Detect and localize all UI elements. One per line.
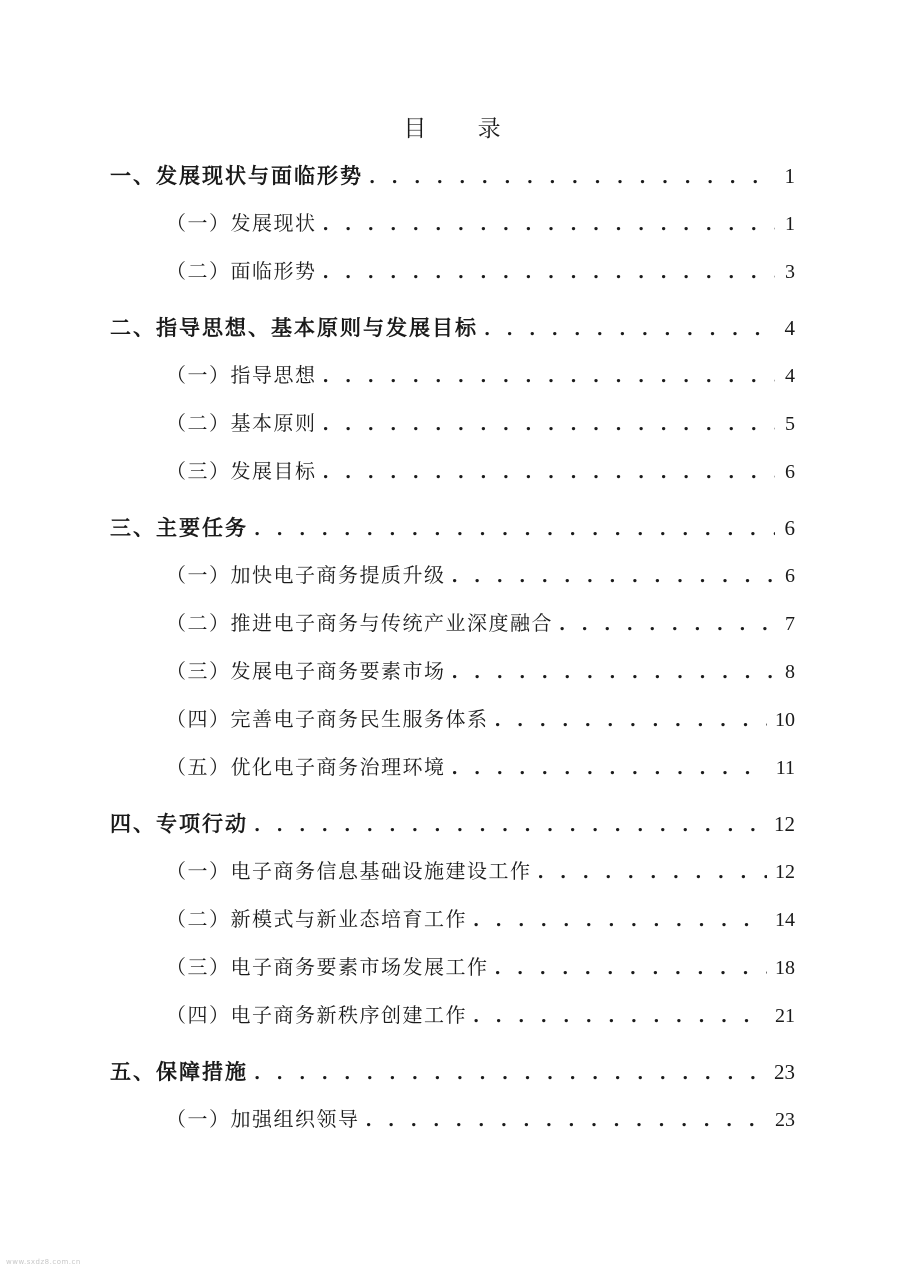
toc-entry-title: 二、指导思想、基本原则与发展目标 (110, 315, 478, 340)
toc-dot-leader (323, 414, 776, 435)
toc-dot-leader (452, 566, 776, 587)
toc-dot-leader (254, 1063, 766, 1084)
toc-chapter-entry[interactable] (110, 312, 795, 359)
toc-dot-leader (254, 519, 775, 540)
toc-section-entry[interactable] (110, 655, 795, 703)
toc-page-number: 1 (785, 213, 795, 235)
toc-page-number: 3 (785, 261, 795, 283)
toc-entry-title: （四）电子商务新秩序创建工作 (166, 1003, 467, 1027)
toc-entry-title: （一）加强组织领导 (166, 1107, 360, 1131)
toc-section-entry[interactable] (110, 703, 795, 751)
toc-entry-title: （二）新模式与新业态培育工作 (166, 907, 467, 931)
toc-entry-title: （三）发展电子商务要素市场 (166, 659, 446, 683)
toc-entry-title: （四）完善电子商务民生服务体系 (166, 707, 489, 731)
toc-page-number: 10 (775, 709, 795, 731)
toc-entry-title: （三）发展目标 (166, 459, 317, 483)
toc-dot-leader (369, 167, 775, 188)
toc-entry-title: （一）电子商务信息基础设施建设工作 (166, 859, 532, 883)
toc-entry-title: 五、保障措施 (110, 1059, 248, 1084)
toc-dot-leader (323, 462, 776, 483)
toc-page-number: 11 (775, 757, 795, 779)
toc-page-number: 5 (785, 413, 795, 435)
toc-dot-leader (254, 815, 766, 836)
toc-entry-title: 四、专项行动 (110, 811, 248, 836)
toc-page-number: 12 (775, 861, 795, 883)
toc-chapter-entry[interactable] (110, 808, 795, 855)
toc-chapter-entry[interactable] (110, 512, 795, 559)
toc-page-number: 6 (785, 565, 795, 587)
toc-section-entry[interactable] (110, 855, 795, 903)
toc-section-entry[interactable] (110, 951, 795, 999)
toc-entry-title: （二）面临形势 (166, 259, 317, 283)
toc-page-number: 6 (784, 516, 795, 540)
toc-page-number: 8 (785, 661, 795, 683)
watermark-text: www.sxdz8.com.cn (6, 1258, 81, 1266)
toc-dot-leader (538, 862, 768, 883)
toc-dot-leader (452, 662, 776, 683)
toc-dot-leader (473, 910, 767, 931)
toc-page-number: 1 (784, 164, 795, 188)
toc-section-entry[interactable] (110, 207, 795, 255)
toc-dot-leader (323, 262, 776, 283)
toc-entry-title: （二）基本原则 (166, 411, 317, 435)
toc-page-number: 7 (785, 613, 795, 635)
toc-dot-leader (323, 214, 776, 235)
toc-entry-title: （二）推进电子商务与传统产业深度融合 (166, 611, 553, 635)
table-of-contents (110, 160, 795, 1151)
toc-entry-title: 一、发展现状与面临形势 (110, 163, 363, 188)
toc-entry-title: （一）指导思想 (166, 363, 317, 387)
toc-page-number: 14 (775, 909, 795, 931)
toc-entry-title: （三）电子商务要素市场发展工作 (166, 955, 489, 979)
toc-section-entry[interactable] (110, 903, 795, 951)
toc-entry-title: （一）加快电子商务提质升级 (166, 563, 446, 587)
toc-section-entry[interactable] (110, 1103, 795, 1151)
toc-entry-title: （五）优化电子商务治理环境 (166, 755, 446, 779)
toc-dot-leader (484, 319, 775, 340)
toc-dot-leader (559, 614, 775, 635)
toc-dot-leader (366, 1110, 768, 1131)
toc-section-entry[interactable] (110, 455, 795, 503)
toc-title: 目 录 (403, 116, 523, 142)
toc-section-entry[interactable] (110, 559, 795, 607)
toc-page-number: 21 (775, 1005, 795, 1027)
toc-page-number: 18 (775, 957, 795, 979)
toc-chapter-entry[interactable] (110, 1056, 795, 1103)
toc-dot-leader (323, 366, 776, 387)
toc-dot-leader (473, 1006, 767, 1027)
toc-page-number: 6 (785, 461, 795, 483)
toc-dot-leader (452, 758, 768, 779)
toc-chapter-entry[interactable] (110, 160, 795, 207)
toc-page-number: 4 (785, 365, 795, 387)
toc-dot-leader (495, 958, 768, 979)
toc-section-entry[interactable] (110, 359, 795, 407)
toc-page-number: 12 (774, 812, 795, 836)
toc-entry-title: （一）发展现状 (166, 211, 317, 235)
toc-section-entry[interactable] (110, 255, 795, 303)
toc-section-entry[interactable] (110, 407, 795, 455)
toc-page-number: 4 (784, 316, 795, 340)
toc-section-entry[interactable] (110, 999, 795, 1047)
toc-section-entry[interactable] (110, 607, 795, 655)
toc-page-number: 23 (774, 1060, 795, 1084)
toc-page-number: 23 (775, 1109, 795, 1131)
toc-entry-title: 三、主要任务 (110, 515, 248, 540)
toc-dot-leader (495, 710, 768, 731)
toc-section-entry[interactable] (110, 751, 795, 799)
